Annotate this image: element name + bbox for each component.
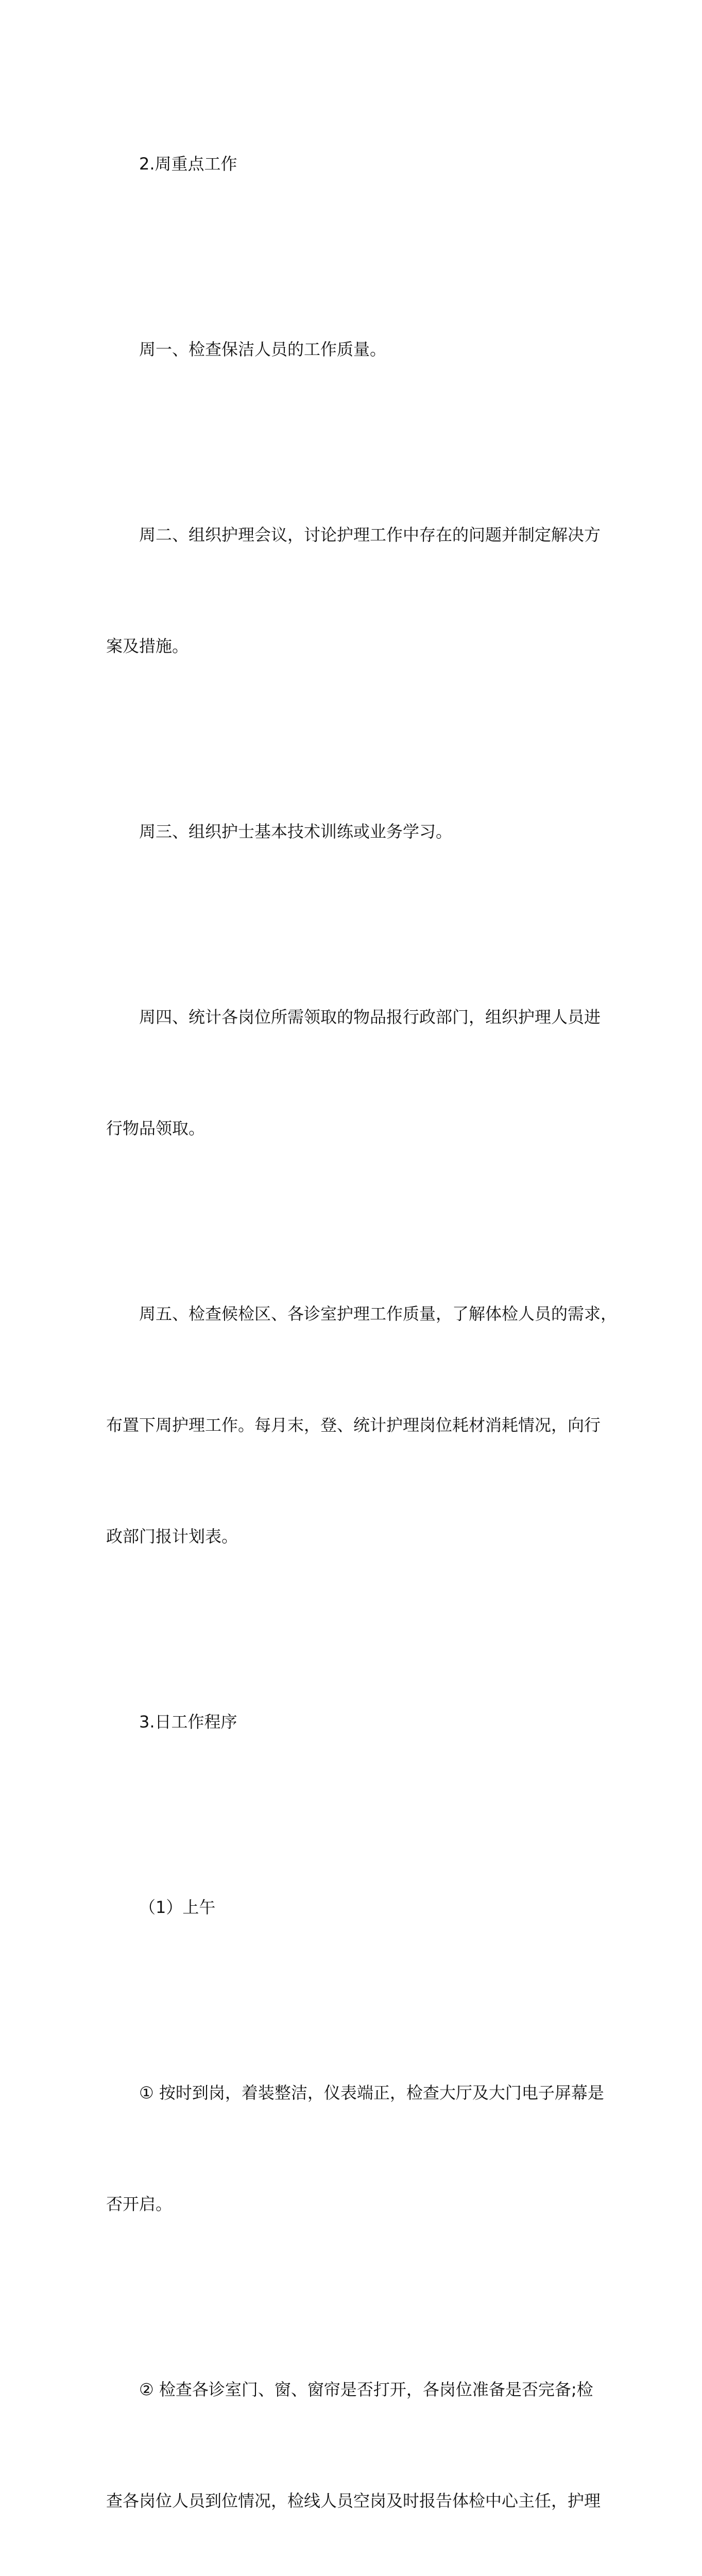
paragraph-line: 2.周重点工作 <box>139 154 237 174</box>
heading-morning <box>106 1815 606 2000</box>
paragraph-line: 周一、检查保洁人员的工作质量。 <box>139 340 387 359</box>
paragraph-line: 否开启。 <box>106 2194 173 2214</box>
paragraph-line: 周四、统计各岗位所需领取的物品报行政部门，组织护理人员进 <box>139 1007 601 1027</box>
heading-daily-procedure <box>106 1629 606 1815</box>
paragraph-tuesday <box>106 442 606 739</box>
paragraph-line: 周三、组织护士基本技术训练或业务学习。 <box>139 822 453 841</box>
paragraph-line: ② 检查各诊室门、窗、窗帘是否打开，各岗位准备是否完备;检 <box>139 2380 593 2399</box>
paragraph-line: 行物品领取。 <box>106 1118 206 1138</box>
item-2 <box>106 2297 606 2576</box>
paragraph-line: 政部门报计划表。 <box>106 1527 238 1546</box>
paragraph-monday <box>106 257 606 442</box>
paragraph-line: （1）上午 <box>139 1897 216 1917</box>
paragraph-line: 周二、组织护理会议，讨论护理工作中存在的问题并制定解决方 <box>139 525 601 545</box>
item-1 <box>106 2000 606 2297</box>
paragraph-line: 案及措施。 <box>106 636 189 656</box>
paragraph-thursday <box>106 924 606 1221</box>
heading-weekly-focus <box>106 71 606 257</box>
paragraph-wednesday <box>106 739 606 924</box>
paragraph-line: 查各岗位人员到位情况，检线人员空岗及时报告体检中心主任，护理 <box>106 2491 601 2511</box>
paragraph-line: ① 按时到岗，着装整洁，仪表端正，检查大厅及大门电子屏幕是 <box>139 2083 604 2103</box>
document-body <box>106 71 618 2576</box>
paragraph-friday <box>106 1221 618 1629</box>
paragraph-line: 布置下周护理工作。每月末，登、统计护理岗位耗材消耗情况，向行 <box>106 1415 601 1435</box>
paragraph-line: 3.日工作程序 <box>139 1712 237 1732</box>
paragraph-line: 周五、检查候检区、各诊室护理工作质量，了解体检人员的需求， <box>139 1304 618 1324</box>
